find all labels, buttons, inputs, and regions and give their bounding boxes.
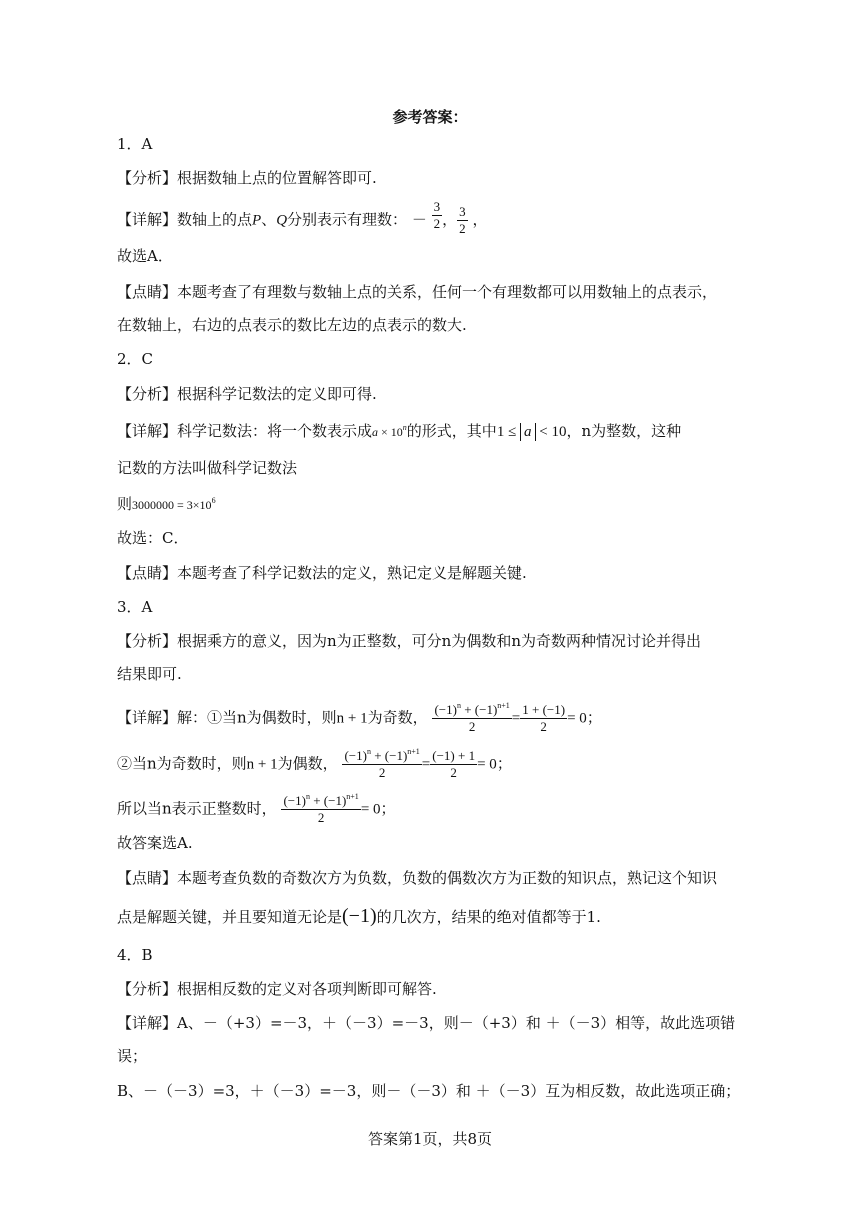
q1-detail-text-b: 分别表示有理数：: [287, 210, 408, 229]
q3-conclusion-numerator: [281, 793, 360, 810]
q1-neg-sign: －: [411, 210, 427, 229]
q2-comment: 【点睛】本题考查了科学记数法的定义，熟记定义是解题关键.: [117, 564, 527, 582]
q1-number: 1．A: [117, 135, 153, 153]
q3-case1-rhs-denominator: 2: [540, 719, 547, 734]
q3-case2-lhs-denominator: 2: [378, 765, 386, 780]
page-title: 参考答案：: [392, 108, 468, 126]
q4-number: 4．B: [117, 946, 153, 964]
q3-detail-case1: [117, 702, 602, 735]
q2-ineq-right: < 10: [535, 424, 567, 440]
q3-case2-rhs-numerator: (−1) + 1: [432, 748, 476, 763]
q2-formula-exp: n: [402, 423, 407, 432]
q3-case2-semicolon: ；: [496, 754, 512, 773]
q3-comment-line1: 【点睛】本题考查负数的奇数次方为负数，负数的偶数次方为正数的知识点，熟记这个知识: [117, 869, 718, 887]
q1-fraction-2: [457, 204, 468, 237]
q3-comment-neg-one: (−1): [342, 905, 377, 927]
q2-formula-base: × 10: [378, 425, 403, 439]
q2-formula-a: a: [372, 425, 379, 439]
q2-then: 则: [117, 495, 133, 513]
q3-case2-text-b: 为偶数，: [277, 754, 338, 773]
q1-analysis: 【分析】根据数轴上点的位置解答即可.: [117, 169, 377, 187]
q3-case1-lhs-fraction: [432, 702, 511, 735]
q1-detail-sep: 、: [261, 210, 277, 229]
q1-comment-line2: 在数轴上，右边的点表示的数比左边的点表示的数大.: [117, 316, 467, 334]
q3-case1-text-b: 为奇数，: [367, 708, 428, 727]
q3-plus: +: [460, 702, 475, 717]
q2-ineq-left: 1 ≤: [496, 424, 521, 440]
q2-choose: 故选：C．: [117, 529, 189, 547]
q1-comma: ，: [442, 210, 458, 229]
q3-case1-lhs-numerator: [432, 702, 511, 719]
q3-exp-n1: n+1: [407, 747, 420, 756]
q3-analysis-line1: 【分析】根据乘方的意义，因为n为正整数，可分n为偶数和n为奇数两种情况讨论并得出: [117, 632, 701, 650]
q2-detail-text-c: ，n为整数，这种: [566, 422, 682, 440]
q1-fraction-1: [432, 199, 443, 232]
q3-plus: +: [370, 748, 385, 763]
q3-case1-zero: = 0: [567, 710, 587, 727]
q3-case1-np1: n + 1: [336, 710, 368, 727]
q2-equation-line: [117, 494, 216, 515]
q3-conclusion-denominator: 2: [317, 810, 325, 825]
q3-exp-n: n: [305, 792, 310, 801]
q2-equation-exp: 6: [211, 496, 216, 505]
q3-analysis-line2: 结果即可.: [117, 665, 182, 683]
q2-analysis: 【分析】根据科学记数法的定义即可得.: [117, 385, 377, 403]
q3-case2-zero: = 0: [477, 756, 497, 773]
q1-detail-text-a: 【详解】数轴上的点: [117, 210, 253, 229]
q2-equation: 3000000 = 3×10: [132, 498, 212, 512]
q2-formula: [372, 425, 407, 439]
q3-detail-conclusion: [117, 793, 396, 826]
q2-abs-a: a: [520, 423, 536, 441]
q3-case1-rhs-numerator: 1 + (−1): [522, 702, 566, 717]
q1-comment-line1: 【点睛】本题考查了有理数与数轴上点的关系，任何一个有理数都可以用数轴上的点表示，: [117, 283, 718, 301]
q3-case2-np1: n + 1: [246, 756, 278, 773]
q3-choose: 故答案选A.: [117, 834, 193, 852]
q2-detail-text-a: 【详解】科学记数法：将一个数表示成: [117, 422, 373, 440]
q1-tail: ，: [472, 210, 488, 229]
q2-inequality: [497, 424, 567, 440]
q3-comment-line2: [117, 906, 601, 927]
q3-exp-n1: n+1: [346, 792, 359, 801]
q3-base-2: (−1): [474, 702, 498, 717]
q3-case1-lhs-denominator: 2: [468, 719, 476, 734]
q1-detail: [117, 199, 488, 237]
q4-detail-line3: B、－（－3）=3，＋（－3）=－3，则－（－3）和 ＋（－3）互为相反数，故此选项正确；: [117, 1082, 741, 1100]
q1-frac2-numerator: 3: [459, 204, 466, 219]
q3-conclusion-semicolon: ；: [380, 799, 396, 818]
q3-base-2: (−1): [384, 748, 408, 763]
q3-base-1: (−1): [434, 702, 457, 717]
q1-choose: 故选A．: [117, 247, 173, 265]
q2-number: 2．C: [117, 350, 154, 368]
q3-case2-rhs-denominator: 2: [450, 765, 457, 780]
q3-case2-lhs-numerator: [342, 748, 421, 765]
q3-conclusion-text: 所以当n表示正整数时，: [117, 799, 277, 818]
q2-detail-text-b: 的形式，其中: [406, 422, 497, 440]
q3-case1-semicolon: ；: [586, 708, 602, 727]
q3-comment-text-b: 的几次方，结果的绝对值都等于1.: [376, 908, 601, 926]
q3-base-1: (−1): [344, 748, 367, 763]
q3-base-2: (−1): [323, 793, 347, 808]
page-footer: 答案第1页，共8页: [367, 1130, 493, 1148]
q1-frac2-denominator: 2: [459, 221, 466, 236]
q3-case2-text-a: ②当n为奇数时，则: [117, 754, 247, 773]
q4-analysis: 【分析】根据相反数的定义对各项判断即可解答.: [117, 980, 437, 998]
q1-point-q: Q: [276, 212, 288, 229]
q3-case2-rhs-fraction: [430, 748, 477, 781]
q3-exp-n1: n+1: [497, 701, 510, 710]
q3-case2-equals: =: [421, 756, 431, 773]
q3-case1-rhs-fraction: [520, 702, 567, 735]
q1-frac1-numerator: 3: [433, 199, 441, 214]
q3-case1-equals: =: [511, 710, 521, 727]
q2-detail-line1: [117, 421, 681, 442]
q4-detail-line1: 【详解】A、－（+3）=－3，＋（－3）=－3，则－（+3）和 ＋（－3）相等，故此选项错: [117, 1014, 736, 1032]
q3-exp-n: n: [366, 747, 371, 756]
q3-comment-text-a: 点是解题关键，并且要知道无论是: [117, 908, 343, 926]
q3-number: 3．A: [117, 598, 153, 616]
q4-detail-line2: 误；: [117, 1047, 148, 1065]
q3-plus: +: [309, 793, 324, 808]
q3-base-1: (−1): [283, 793, 306, 808]
q1-point-p: P: [252, 212, 262, 229]
q2-detail-line2: 记数的方法叫做科学记数法: [117, 459, 298, 477]
q3-case1-text-a: 【详解】解：①当n为偶数时，则: [117, 708, 337, 727]
q3-conclusion-zero: = 0: [360, 801, 381, 818]
q3-exp-n: n: [456, 701, 461, 710]
q3-detail-case2: [117, 748, 512, 781]
q1-frac1-denominator: 2: [433, 216, 441, 231]
q3-case2-lhs-fraction: [342, 748, 421, 781]
q3-conclusion-fraction: [281, 793, 360, 826]
